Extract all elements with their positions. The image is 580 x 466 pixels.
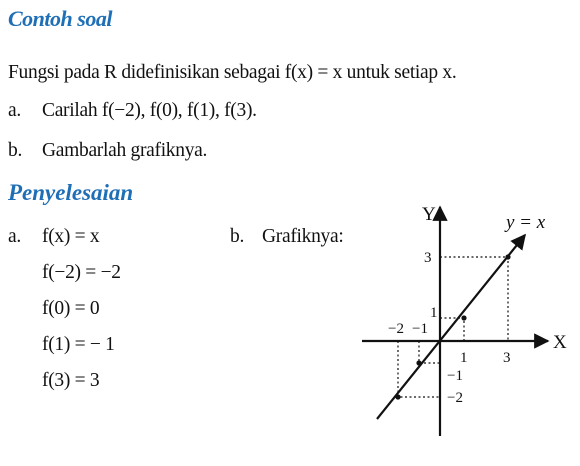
- solution-heading: Penyelesaian: [8, 180, 134, 205]
- example-heading: Contoh soal: [8, 6, 112, 31]
- point-1: [461, 315, 466, 320]
- solution-line: f(−2) = −2: [42, 262, 121, 283]
- tick-label-y-1: 1: [430, 305, 438, 321]
- question-text: Fungsi pada R didefinisikan sebagai f(x) = x untuk setiap x.: [8, 62, 457, 83]
- part-b-text: Gambarlah grafiknya.: [42, 140, 208, 161]
- solution-a-letter: a.: [8, 226, 21, 247]
- part-a-text: Carilah f(−2), f(0), f(1), f(3).: [42, 100, 257, 121]
- x-axis-label: X: [553, 332, 567, 353]
- tick-label-y-neg1: −1: [447, 368, 463, 384]
- solution-b-text: Grafiknya:: [262, 226, 344, 247]
- y-axis-label: Y: [422, 204, 436, 225]
- solution-line: f(1) = − 1: [42, 334, 115, 355]
- tick-label-x-1: 1: [460, 350, 468, 366]
- solution-line: f(3) = 3: [42, 370, 100, 391]
- part-b-letter: b.: [8, 140, 23, 161]
- tick-label-x-3: 3: [503, 350, 511, 366]
- tick-label-y-neg2: −2: [447, 390, 463, 406]
- solution-b-letter: b.: [230, 226, 245, 247]
- line-label: y = x: [506, 212, 546, 233]
- solution-line: f(x) = x: [42, 226, 100, 247]
- point-neg1: [416, 360, 421, 365]
- tick-label-x-neg1: −1: [412, 321, 428, 337]
- point-neg2: [395, 394, 400, 399]
- part-a-letter: a.: [8, 100, 21, 121]
- point-3: [505, 254, 510, 259]
- tick-label-x-neg2: −2: [388, 321, 404, 337]
- solution-line: f(0) = 0: [42, 298, 100, 319]
- tick-label-y-3: 3: [424, 250, 432, 266]
